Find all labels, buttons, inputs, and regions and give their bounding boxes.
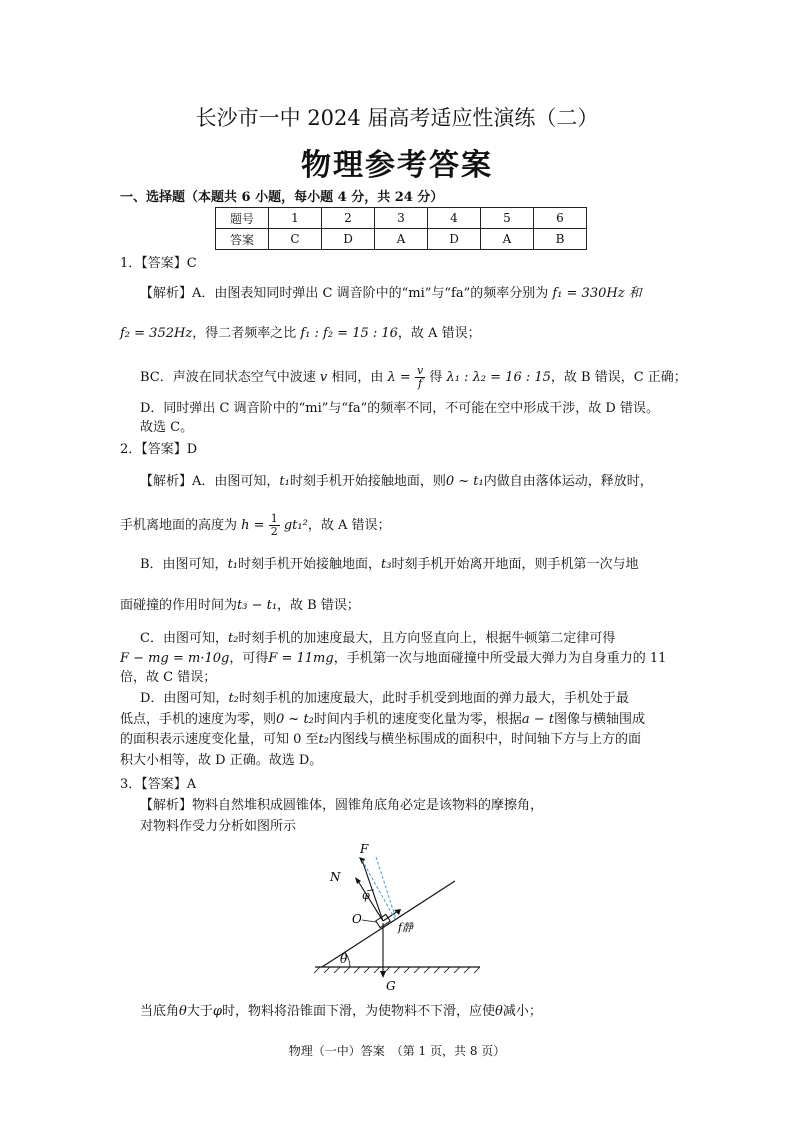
table-cell: 4 xyxy=(428,208,481,229)
text: 大于 xyxy=(186,1004,213,1019)
friction-arrowhead xyxy=(394,909,401,915)
q1-paragraph: D．同时弹出 C 调音阶中的“mi”与“fa”的频率不同，不可能在空中形成干涉，故 D 错误。 xyxy=(140,401,659,416)
text: 时间内手机的速度变化量为零，根据 xyxy=(313,712,522,727)
q2-paragraph xyxy=(120,711,645,729)
gravity-arrowhead xyxy=(380,971,386,978)
text: 减小； xyxy=(502,1004,542,1019)
row-label: 题号 xyxy=(216,208,269,229)
table-cell: 6 xyxy=(534,208,587,229)
friction-label: f静 xyxy=(398,921,414,934)
text: ，故 A 错误； xyxy=(307,518,391,533)
table-cell: 1 xyxy=(269,208,322,229)
table-cell: 3 xyxy=(375,208,428,229)
fraction-numerator: 1 xyxy=(270,512,278,525)
q1-answer-line: 1．【答案】C xyxy=(120,256,197,271)
text: 图像与横轴围成 xyxy=(554,712,646,727)
text: 【解析】A．由图表知同时弹出 C 调音阶中的“mi”与“fa”的频率分别为 xyxy=(140,286,549,301)
text: 手机离地面的高度为 xyxy=(120,518,238,533)
formula: λ = xyxy=(387,370,411,385)
formula: f₁ : f₂ = 15 : 16 xyxy=(300,326,398,341)
answer-table xyxy=(215,207,587,250)
document-subtitle: 物理参考答案 xyxy=(301,148,493,183)
text: 相同，由 xyxy=(331,370,384,385)
table-cell: 2 xyxy=(322,208,375,229)
fraction xyxy=(415,365,425,390)
formula: t₁ xyxy=(279,474,290,489)
q2-paragraph xyxy=(140,556,638,574)
table-cell: B xyxy=(534,229,587,250)
text: C．由图可知， xyxy=(140,631,228,646)
section-heading-choice: 一、选择题（本题共 6 小题，每小题 4 分，共 24 分） xyxy=(120,190,444,205)
formula: F − mg = m·10g xyxy=(120,651,230,666)
text: 内图线与横坐标围成的面积中，时间轴下方与上方的面 xyxy=(328,732,641,747)
text: 低点，手机的速度为零，则 xyxy=(120,712,277,727)
text: ，故 B 错误，C 正确； xyxy=(550,370,687,385)
text: 时，物料将沿锥面下滑，为使物料不下滑，应使 xyxy=(221,1004,495,1019)
q3-paragraph: 对物料作受力分析如图所示 xyxy=(140,819,297,834)
theta-label: θ xyxy=(340,952,348,966)
text: 得 xyxy=(429,370,443,385)
text: ，得二者频率之比 xyxy=(192,326,297,341)
text: ，手机第一次与地面碰撞中所受最大弹力为自身重力的 11 xyxy=(333,651,667,666)
ground-hatching xyxy=(314,967,480,973)
document-title: 长沙市一中 2024 届高考适应性演练（二） xyxy=(195,106,599,130)
q2-paragraph: 积大小相等，故 D 正确。故选 D。 xyxy=(120,753,323,768)
text: 【解析】A．由图可知， xyxy=(140,474,280,489)
formula: f₁ = 330Hz 和 xyxy=(552,286,642,301)
q2-paragraph xyxy=(140,630,615,648)
text: 时刻手机的加速度最大，且方向竖直向上，根据牛顿第二定律可得 xyxy=(238,631,616,646)
gravity-label: G xyxy=(386,979,396,993)
text: 当底角 xyxy=(140,1004,180,1019)
q2-paragraph xyxy=(120,731,641,749)
formula: 0 ~ t₂ xyxy=(276,712,314,727)
formula: t₂ xyxy=(227,631,239,646)
fraction-numerator: v xyxy=(416,364,424,377)
table-cell: D xyxy=(322,229,375,250)
formula: t₃ xyxy=(381,557,392,572)
text: ，故 A 错误； xyxy=(397,326,481,341)
text: 时刻手机开始接触地面， xyxy=(238,557,382,572)
table-cell: D xyxy=(428,229,481,250)
text: D．由图可知， xyxy=(140,691,229,706)
phi-label: φ xyxy=(362,889,370,902)
text: B．由图可知， xyxy=(140,557,228,572)
force-analysis-diagram xyxy=(300,835,500,995)
q2-paragraph xyxy=(120,650,666,668)
q2-paragraph xyxy=(120,597,360,615)
q2-paragraph xyxy=(120,513,390,538)
origin-label: O xyxy=(352,912,362,926)
q1-paragraph xyxy=(120,325,481,343)
text: ，可得 xyxy=(229,651,269,666)
row-label: 答案 xyxy=(216,229,269,250)
q2-paragraph: 倍，故 C 错误； xyxy=(120,670,217,685)
formula: v xyxy=(319,370,328,385)
text: 时刻手机开始离开地面，则手机第一次与地 xyxy=(391,557,639,572)
formula: gt₁² xyxy=(283,518,308,533)
q1-conclusion: 故选 C。 xyxy=(140,420,194,435)
text: 面碰撞的作用时间为 xyxy=(120,598,238,613)
page-footer: 物理（一中）答案 （第 1 页，共 8 页） xyxy=(288,1044,506,1058)
formula: t₂ xyxy=(318,732,329,747)
text: 内做自由落体运动，释放时， xyxy=(483,474,653,489)
q1-paragraph xyxy=(140,365,687,390)
text: 时刻手机开始接触地面，则 xyxy=(289,474,446,489)
fraction-denominator: 2 xyxy=(270,525,278,538)
text: ，故 B 错误； xyxy=(277,598,360,613)
formula: t₁ xyxy=(227,557,238,572)
q2-paragraph xyxy=(140,690,629,708)
formula: t₃ − t₁ xyxy=(237,598,278,613)
q3-paragraph: 【解析】物料自然堆积成圆锥体，圆锥角底角必定是该物料的摩擦角， xyxy=(140,798,544,813)
fraction xyxy=(269,513,280,538)
formula: φ xyxy=(212,1004,222,1019)
table-row xyxy=(216,229,587,250)
normal-force-label: N xyxy=(330,870,341,884)
formula: θ xyxy=(179,1004,187,1019)
formula: a − t xyxy=(521,712,555,727)
table-cell: 5 xyxy=(481,208,534,229)
formula: λ₁ : λ₂ = 16 : 15 xyxy=(446,370,551,385)
text: 时刻手机的加速度最大，此时手机受到地面的弹力最大，手机处于最 xyxy=(238,691,629,706)
q3-answer-line: 3．【答案】A xyxy=(120,777,197,792)
resultant-force-label: F xyxy=(360,842,369,856)
q1-paragraph xyxy=(140,285,642,303)
text: BC．声波在同状态空气中波速 xyxy=(140,370,316,385)
q3-paragraph xyxy=(140,1003,542,1021)
formula: F = 11mg xyxy=(268,651,334,666)
table-cell: A xyxy=(481,229,534,250)
formula: θ xyxy=(494,1004,503,1019)
table-cell: C xyxy=(269,229,322,250)
formula: f₂ = 352Hz xyxy=(120,326,193,341)
table-row xyxy=(216,208,587,229)
formula: 0 ~ t₁ xyxy=(445,474,484,489)
text: 的面积表示速度变化量，可知 0 至 xyxy=(120,732,319,747)
normal-force-arrowhead xyxy=(355,877,361,884)
q2-paragraph xyxy=(140,473,653,491)
formula: h = xyxy=(241,518,265,533)
fraction-denominator: f xyxy=(418,377,423,390)
q2-answer-line: 2．【答案】D xyxy=(120,442,198,457)
formula: t₂ xyxy=(228,691,239,706)
origin-pointer xyxy=(362,920,376,922)
table-cell: A xyxy=(375,229,428,250)
